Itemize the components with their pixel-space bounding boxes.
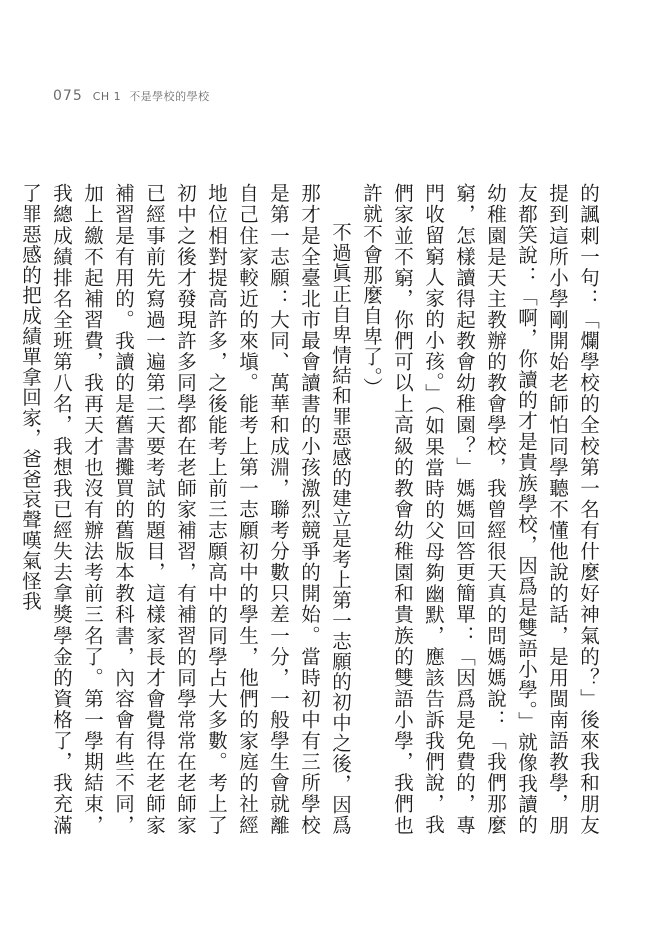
running-header bbox=[53, 88, 210, 104]
chapter-title: 不是學校的學校 bbox=[129, 90, 210, 103]
paragraph-1: 的諷刺一句：「爛學校的全校第一名有什麼好神氣的？」後來我和朋友提到這所小學剛開始老師怕同學聽不懂他說的話，是用閩南語教學，朋友都笑說：「啊，你讀的才是貴族學校，因爲是雙語小學。」就像我讀的幼稚園是天主教辦的教會學校，我曾經很天真的問媽媽說：「我們那麼窮，怎樣讀得起教會幼稚園？」媽媽回答更簡單：「因爲是免費的，專門收留窮人家的小孩。」（如果當時的父母夠幽默，應該告訴我們說，我們家並不窮，你們可以上高級的教會幼稚園和貴族的雙語小學，我們也許就不會那麼自卑了。） bbox=[360, 183, 600, 835]
chapter-label: CH 1 bbox=[92, 90, 122, 103]
page-number: 075 bbox=[53, 88, 83, 104]
vertical-body-text bbox=[19, 183, 604, 835]
paragraph-2: 不過眞正自卑情結和罪惡感的建立是考上第一志願的初中之後，因爲那才是全臺北市最會讀書的小孩激烈競爭的開始。當時初中有三所學校是第一志願：大同、萬華和成淵，聯考分數只差一分，一般學生會就離自己住家較近的來塡。能考上第一志願初中的學生，他們的家庭的社經地位相對提高許多，之後能考上前三志願高中的同學占大多數。考上了初中之後才發現許多同學都在老師家補習，有補習的同學常常在老師家已經事前先寫過一遍第二天要考試的題目，這樣家長才會覺得在老師家補習是有用的。我讀的是舊書攤買的舊版本教科書，內容會有些不同，加上繳不起補習費，我再天才也沒有辦法考前三名了。第一學期結束，我總成績排名全班第八名，我想我已經失去拿獎學金的資格了，我充滿了罪惡感的把成績單拿回家，爸爸哀聲嘆氣怪我 bbox=[19, 183, 352, 835]
